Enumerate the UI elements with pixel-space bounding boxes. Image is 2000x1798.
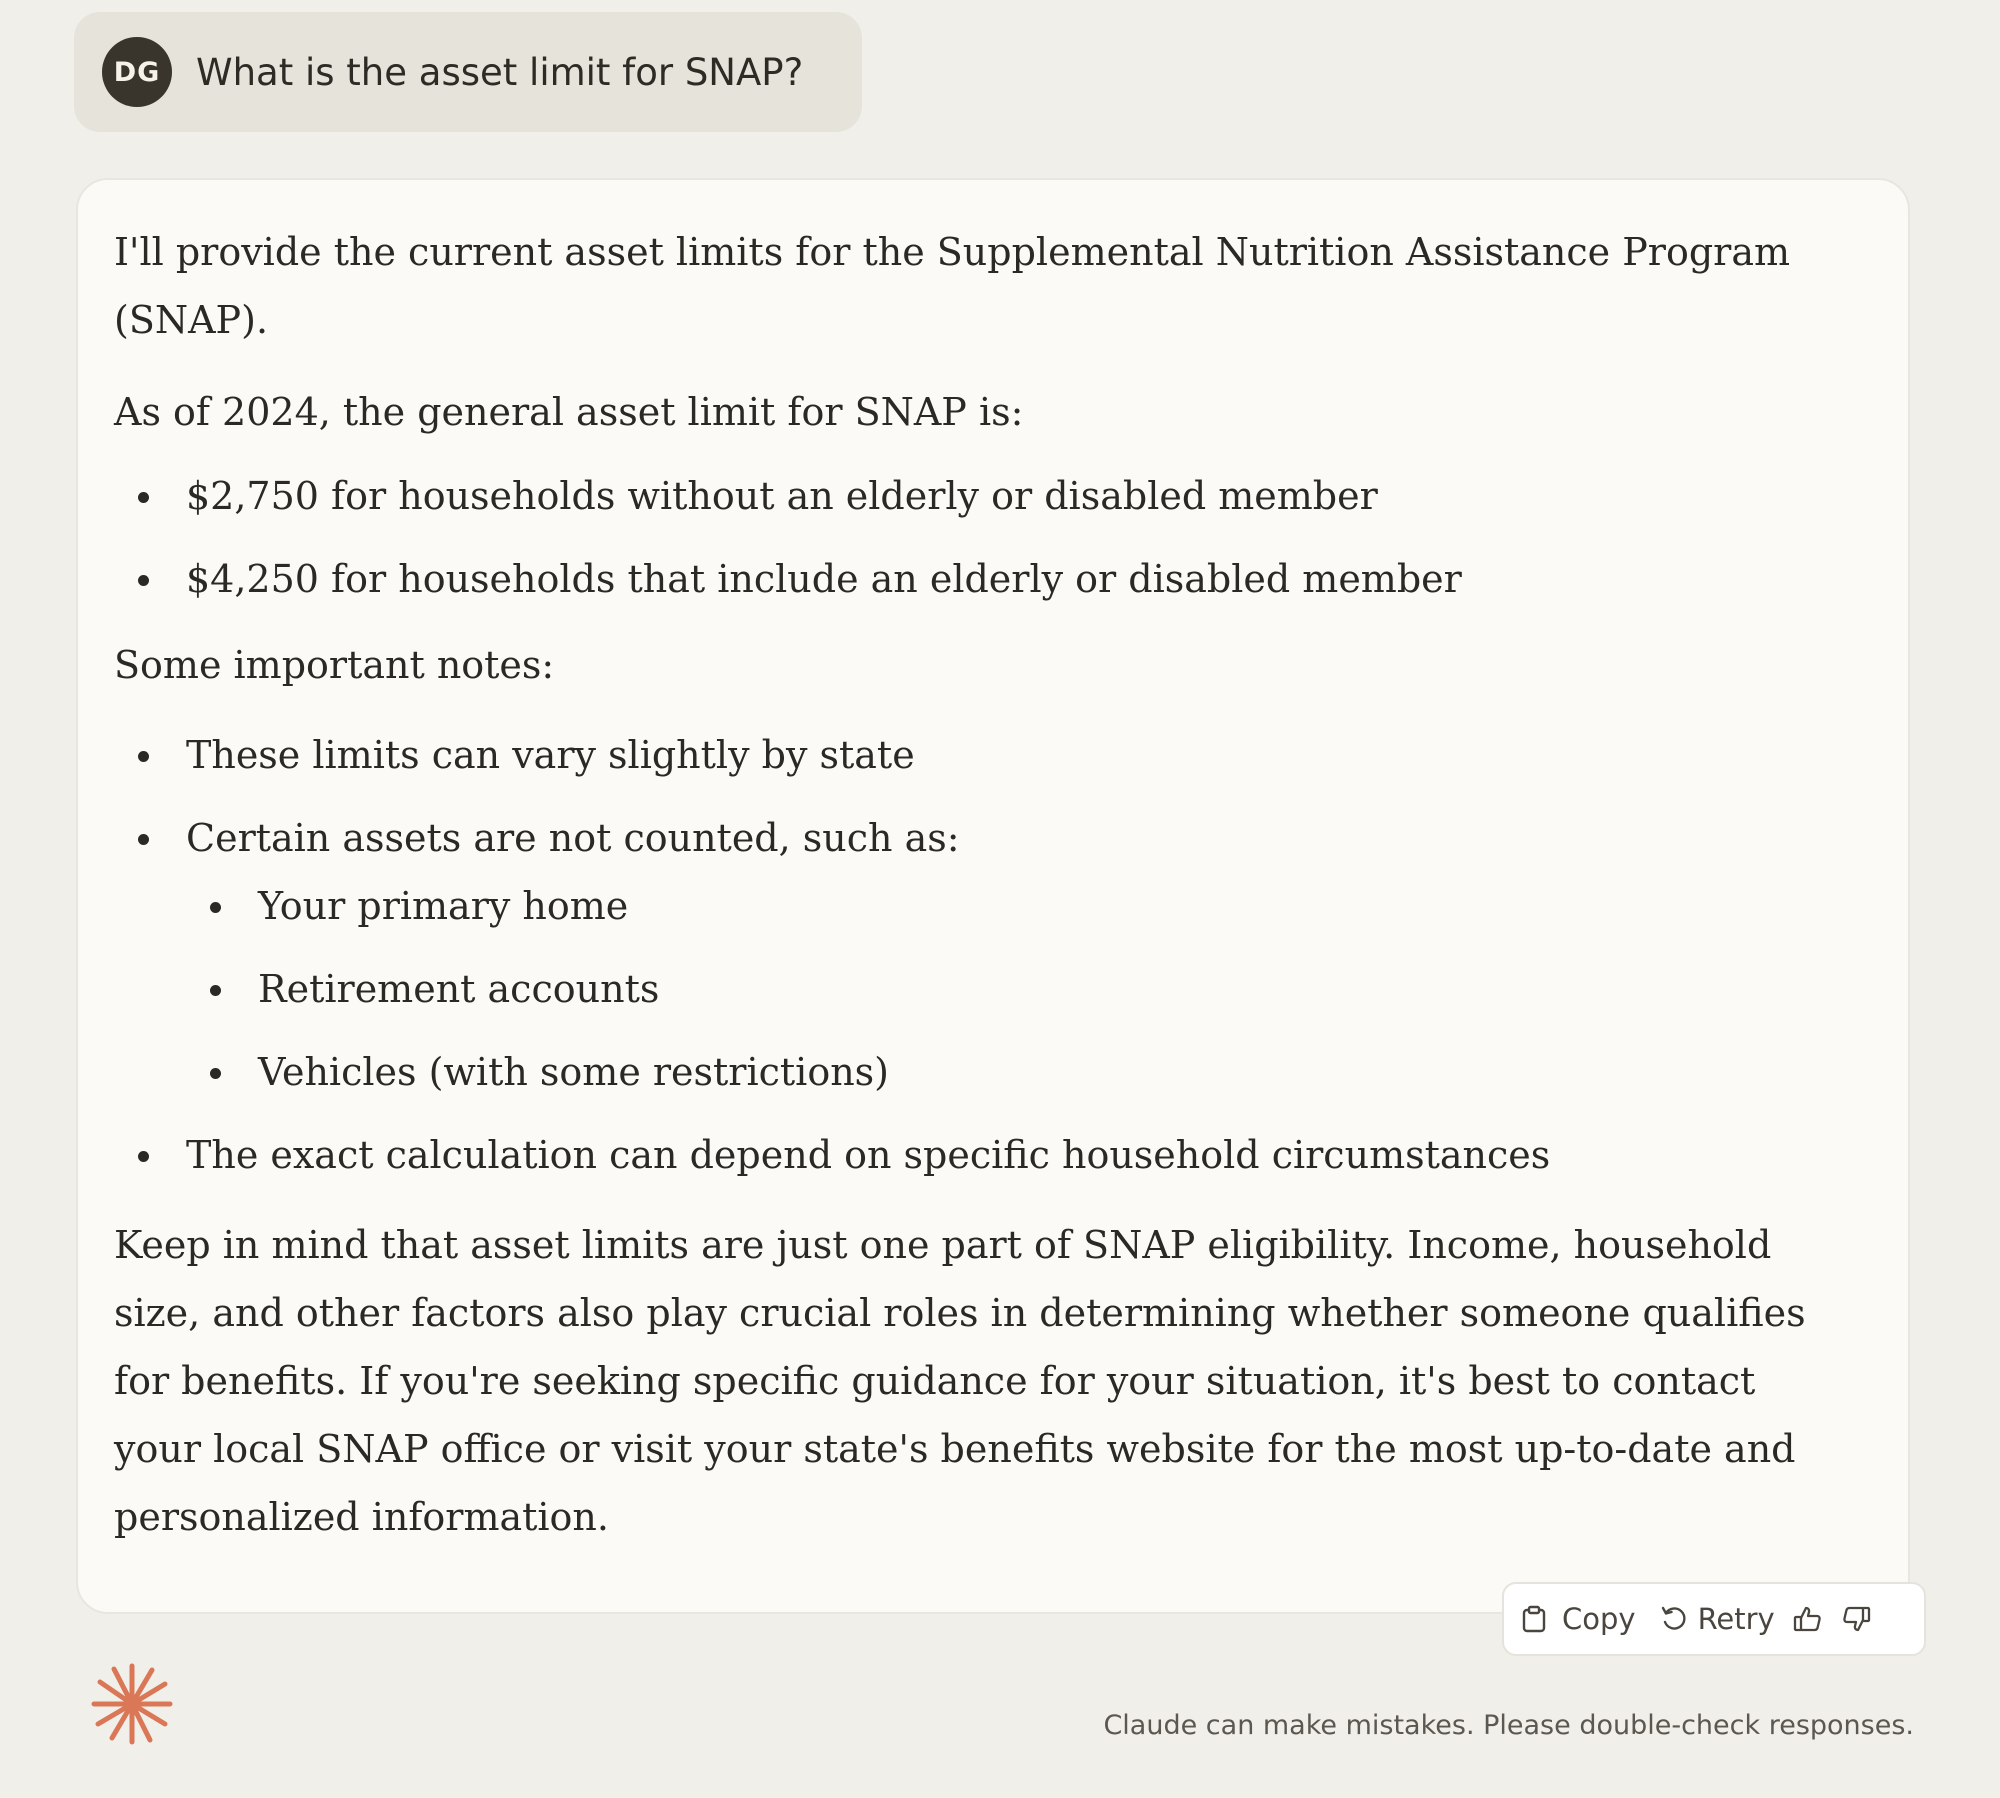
message-actions-bar	[1502, 1582, 1926, 1656]
notes-list	[114, 721, 1872, 1189]
notes-heading: Some important notes:	[114, 643, 555, 687]
thumbs-up-icon	[1793, 1605, 1823, 1633]
sublist-item: Retirement accounts	[186, 955, 1872, 1023]
retry-button[interactable]	[1660, 1602, 1775, 1636]
disclaimer-text: Claude can make mistakes. Please double-check responses.	[1103, 1710, 1914, 1741]
copy-label: Copy	[1562, 1602, 1636, 1636]
response-as-of: As of 2024, the general asset limit for SNAP is:	[114, 390, 1024, 434]
thumbs-down-button[interactable]	[1841, 1605, 1871, 1633]
copy-button[interactable]	[1522, 1602, 1636, 1636]
thumbs-down-icon	[1841, 1605, 1871, 1633]
user-message-bubble	[74, 12, 862, 132]
sublist-item: Your primary home	[186, 872, 1872, 940]
list-item: $2,750 for households without an elderly or disabled member	[114, 462, 1872, 530]
list-item: These limits can vary slightly by state	[114, 721, 1872, 789]
list-item: $4,250 for households that include an elderly or disabled member	[114, 545, 1872, 613]
not-counted-sublist	[186, 872, 1872, 1106]
user-avatar[interactable]: DG	[102, 37, 172, 107]
response-intro: I'll provide the current asset limits for the Supplemental Nutrition Assistance Program (SNAP).	[114, 230, 1791, 342]
assistant-response-card	[76, 178, 1910, 1614]
user-message-text: What is the asset limit for SNAP?	[196, 50, 804, 94]
clipboard-icon	[1522, 1605, 1546, 1633]
retry-icon	[1660, 1605, 1688, 1633]
asset-limits-list	[114, 462, 1872, 613]
not-counted-label: Certain assets are not counted, such as:	[186, 816, 960, 860]
response-closing: Keep in mind that asset limits are just one part of SNAP eligibility. Income, household size, and other factors also play crucial roles in determining whether someone qualifies for benefits. If you're seeking specific guidance for your situation, it's best to contact your local SNAP office or visit your state's benefits website for the most up-to-date and personalized information.	[114, 1223, 1806, 1539]
list-item-not-counted	[114, 804, 1872, 1106]
retry-label: Retry	[1697, 1602, 1775, 1636]
list-item: The exact calculation can depend on specific household circumstances	[114, 1121, 1872, 1189]
sublist-item: Vehicles (with some restrictions)	[186, 1038, 1872, 1106]
thumbs-up-button[interactable]	[1793, 1605, 1823, 1633]
claude-logo-icon	[90, 1662, 174, 1746]
